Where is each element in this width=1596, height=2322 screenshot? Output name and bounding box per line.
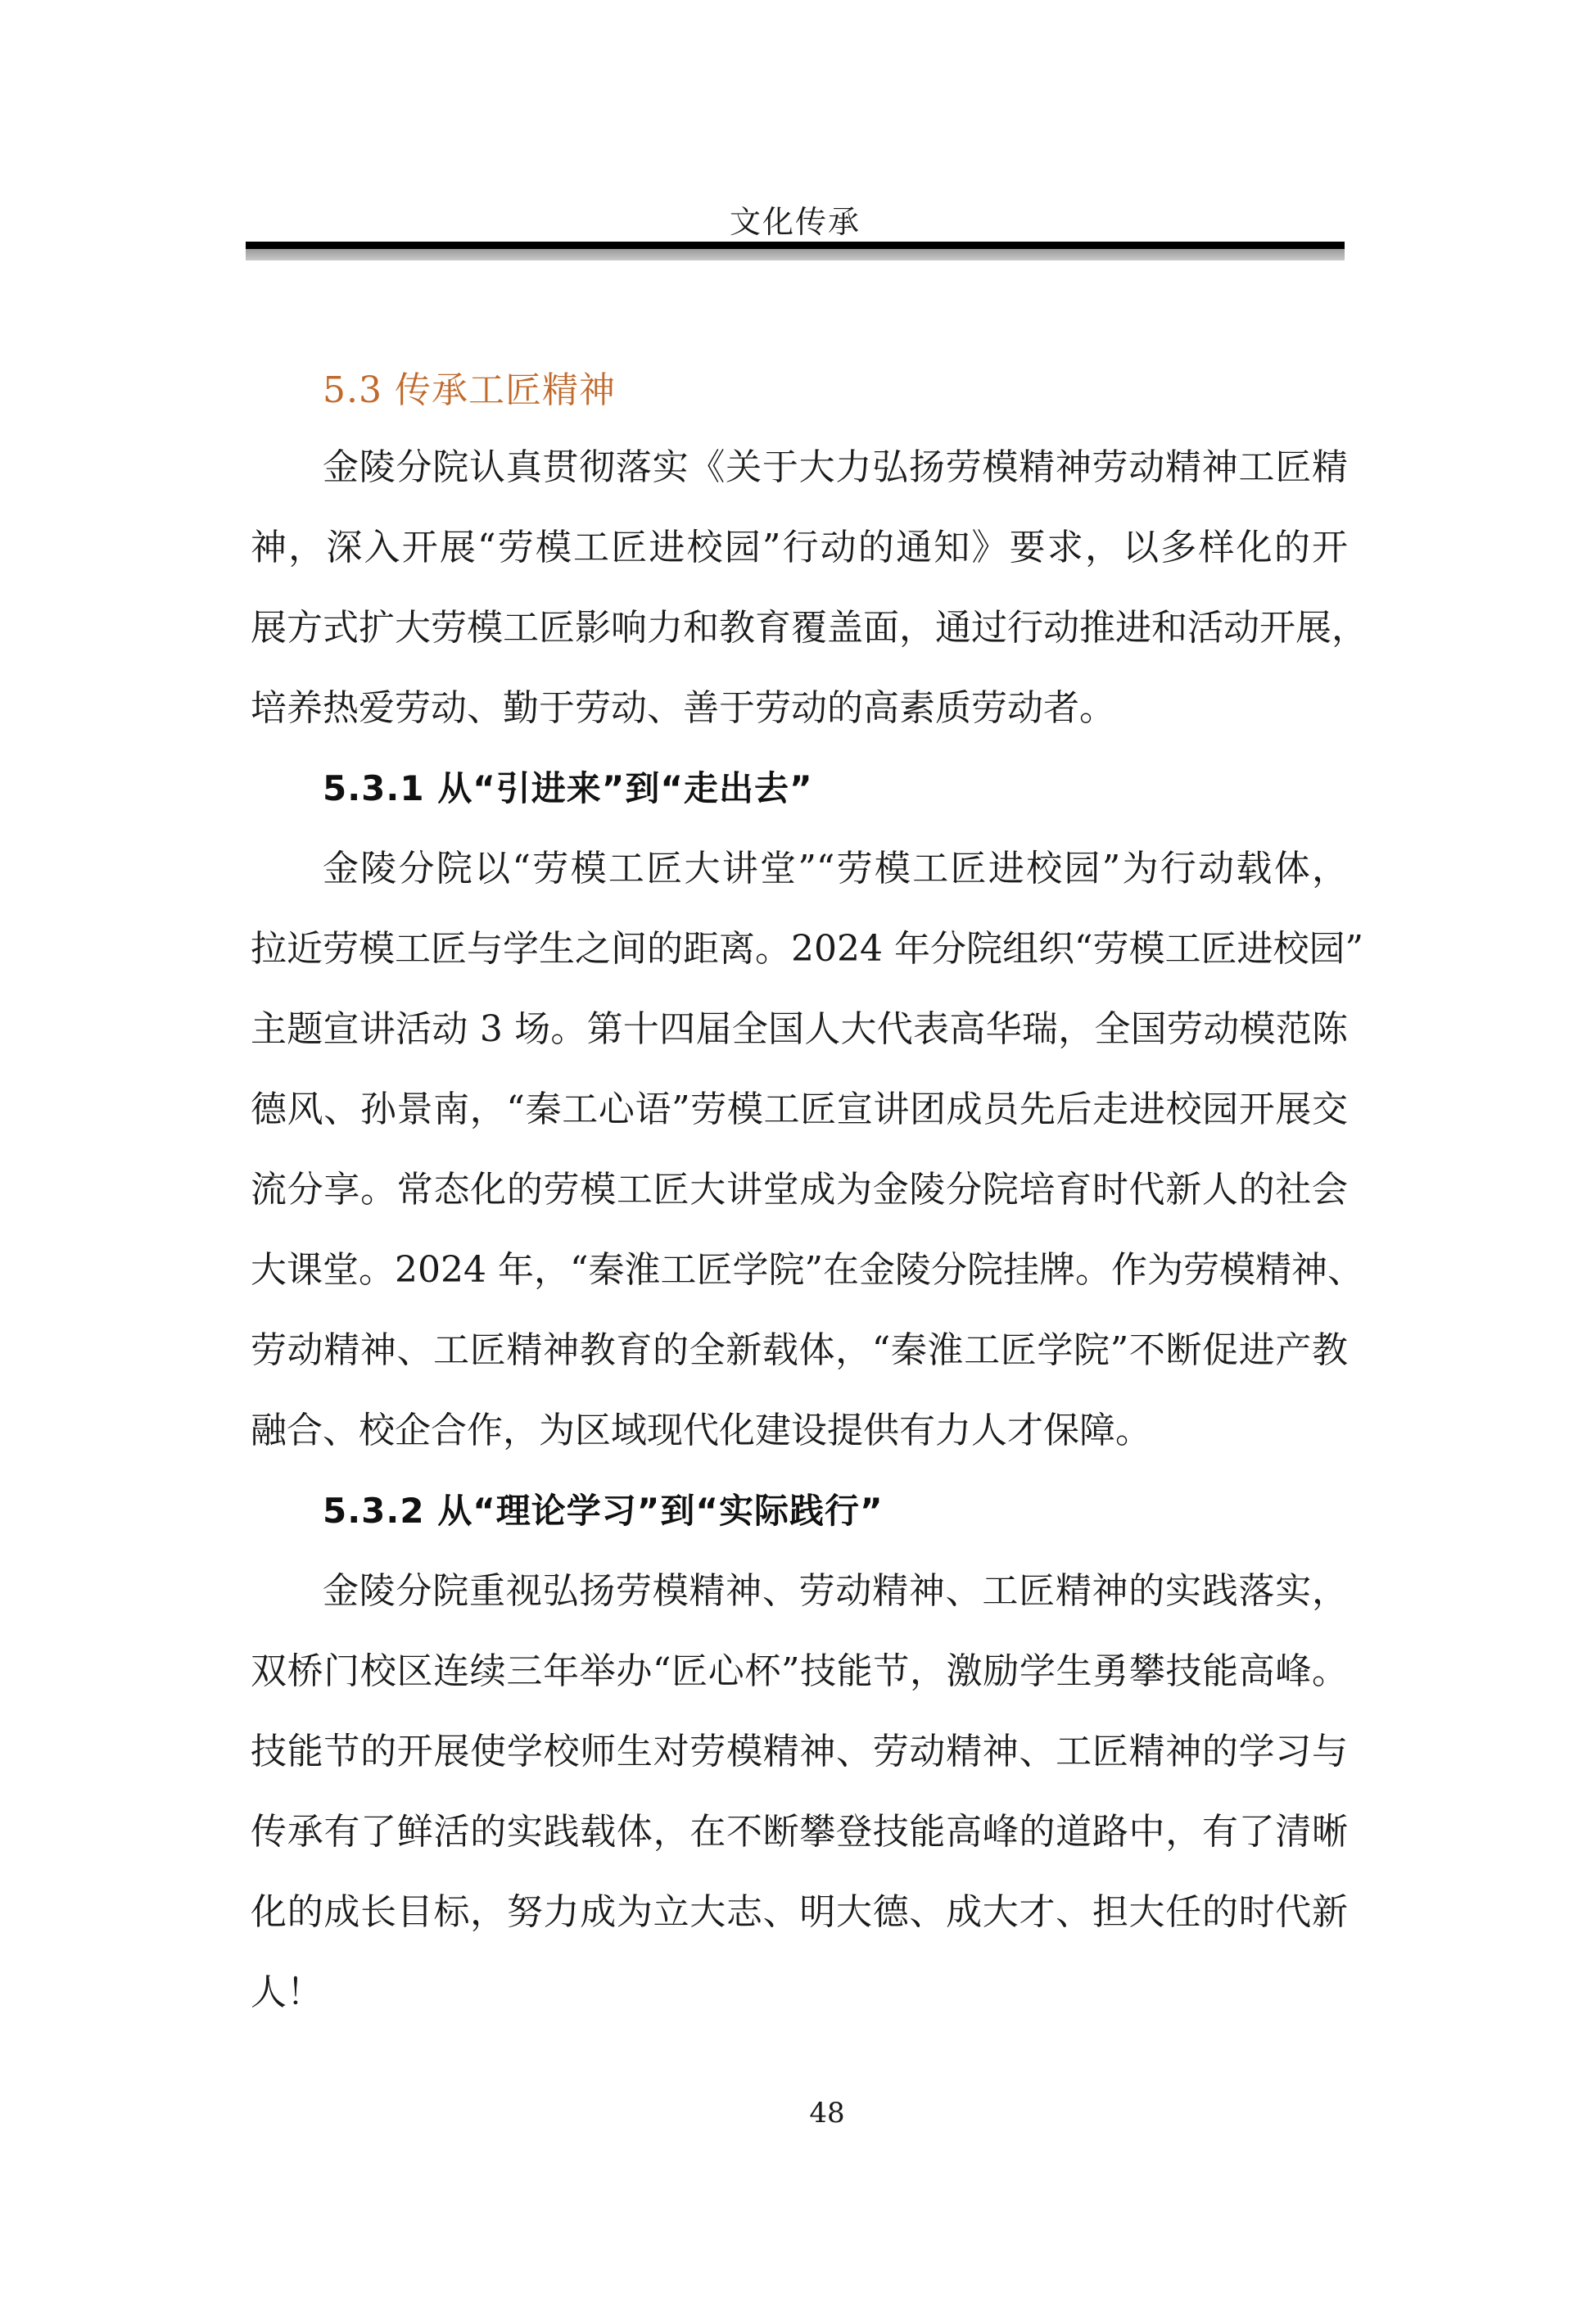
subsection-2-paragraph [251, 1551, 1348, 2033]
subsection-title-2: 5.3.2 从“理论学习”到“实际践行” [323, 1491, 884, 1531]
paragraph-line: 展方式扩大劳模工匠影响力和教育覆盖面，通过行动推进和活动开展， [251, 607, 1368, 649]
paragraph-line: 金陵分院以“劳模工匠大讲堂”“劳模工匠进校园”为行动载体， [323, 848, 1348, 889]
paragraph-line: 技能节的开展使学校师生对劳模精神、劳动精神、工匠精神的学习与 [251, 1731, 1348, 1772]
paragraph-line: 流分享。常态化的劳模工匠大讲堂成为金陵分院培育时代新人的社会 [251, 1169, 1348, 1211]
header-rule-shadow [246, 249, 1345, 260]
paragraph-line: 大课堂。2024 年，“秦淮工匠学院”在金陵分院挂牌。作为劳模精神、 [251, 1249, 1363, 1291]
paragraph-line: 金陵分院重视弘扬劳模精神、劳动精神、工匠精神的实践落实， [323, 1570, 1348, 1612]
paragraph-line: 双桥门校区连续三年举办“匠心杯”技能节，激励学生勇攀技能高峰。 [251, 1650, 1348, 1692]
paragraph-line: 传承有了鲜活的实践载体，在不断攀登技能高峰的道路中，有了清晰 [251, 1811, 1348, 1853]
paragraph-line: 劳动精神、工匠精神教育的全新载体，“秦淮工匠学院”不断促进产教 [251, 1329, 1348, 1371]
paragraph-line: 神，深入开展“劳模工匠进校园”行动的通知》要求，以多样化的开 [251, 527, 1348, 568]
paragraph-line: 拉近劳模工匠与学生之间的距离。2024 年分院组织“劳模工匠进校园” [251, 928, 1363, 970]
subsection-1-paragraph [251, 829, 1363, 1471]
paragraph-line: 培养热爱劳动、勤于劳动、善于劳动的高素质劳动者。 [251, 687, 1115, 729]
page-content [251, 354, 1368, 2033]
page-number: 48 [809, 2097, 845, 2130]
subsection-title-1: 5.3.1 从“引进来”到“走出去” [323, 768, 813, 808]
header-rule [246, 242, 1345, 249]
paragraph-line: 主题宣讲活动 3 场。第十四届全国人大代表高华瑞，全国劳动模范陈 [251, 1008, 1348, 1050]
paragraph-line: 融合、校企合作，为区域现代化建设提供有力人才保障。 [251, 1410, 1151, 1451]
section-title: 5.3 传承工匠精神 [323, 369, 616, 411]
section-intro-paragraph [251, 428, 1368, 749]
paragraph-line: 金陵分院认真贯彻落实《关于大力弘扬劳模精神劳动精神工匠精 [323, 446, 1348, 488]
paragraph-line: 化的成长目标，努力成为立大志、明大德、成大才、担大任的时代新 [251, 1891, 1348, 1933]
paragraph-line: 德风、孙景南，“秦工心语”劳模工匠宣讲团成员先后走进校园开展交 [251, 1089, 1348, 1130]
paragraph-line: 人！ [251, 1971, 323, 2013]
page-header: 文化传承 [729, 204, 861, 240]
